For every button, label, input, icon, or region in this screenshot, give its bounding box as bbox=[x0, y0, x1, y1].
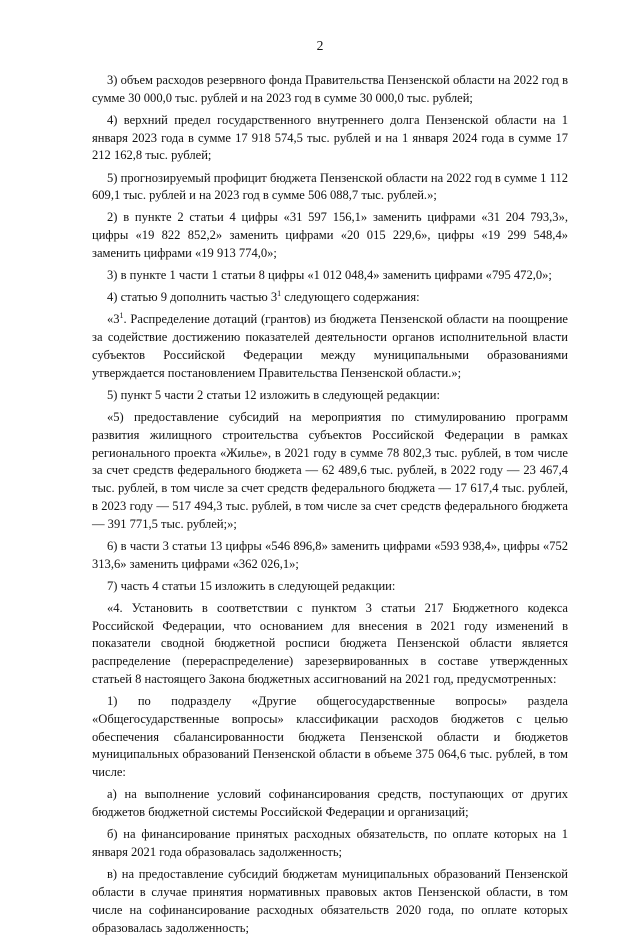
paragraph-amendment-article-12: 5) пункт 5 части 2 статьи 12 изложить в следующей редакции: bbox=[107, 387, 441, 402]
paragraph-article-9-part-3-1 bbox=[92, 311, 568, 382]
item4-text-before: 4) статью 9 дополнить частью 3 bbox=[107, 290, 278, 305]
paragraph-housing-subsidies: «5) предоставление субсидий на мероприятия по стимулированию программ развития жилищного строительства субъектов Российской Федерации в рамках регионального проекта «Жилье», в 2021 году в сумме 78 802,3 тыс. рублей, в том числе за счет средств федерального бюджета — 62 489,6 тыс. рублей, в 2022 году — 23 467,4 тыс. рублей, в том числе за счет средств федерального бюджета — 17 617,4 тыс. рублей, в 2023 году — 517 494,3 тыс. рублей, в том числе за счет средств федерального бюджета — 391 771,5 тыс. рублей;»; bbox=[92, 409, 568, 531]
paragraph-item-b: б) на финансирование принятых расходных обязательств, по оплате которых на 1 января 2021 года образовалась задолженность; bbox=[92, 827, 568, 860]
paragraph-debt-limit: 4) верхний предел государственного внутреннего долга Пензенской области на 1 января 2023 года в сумме 17 918 574,5 тыс. рублей и на 1 января 2024 года в сумме 17 212 162,8 тыс. рублей; bbox=[92, 112, 568, 163]
paragraph-item-a: а) на выполнение условий софинансирования средств, поступающих от других бюджетов бюджетной системы Российской Федерации и организаций; bbox=[92, 787, 568, 820]
paragraph-reserve-fund: 3) объем расходов резервного фонда Правительства Пензенской области на 2022 год в сумме 30 000,0 тыс. рублей и на 2023 год в сумме 30 000,0 тыс. рублей; bbox=[92, 73, 568, 105]
article-3-1-text-before: «3 bbox=[107, 312, 120, 327]
paragraph-amendment-article-15: 7) часть 4 статьи 15 изложить в следующей редакции: bbox=[107, 578, 396, 593]
paragraph-amendment-article-9 bbox=[92, 289, 568, 307]
item4-text-after: следующего содержания: bbox=[281, 290, 420, 305]
paragraph-amendment-article-4: 2) в пункте 2 статьи 4 цифры «31 597 156,1» заменить цифрами «31 204 793,3», цифры «19 822 852,2» заменить цифрами «20 015 229,6», цифры «19 299 548,4» заменить цифрами «19 913 774,0»; bbox=[92, 210, 568, 261]
paragraph-amendment-article-13: 6) в части 3 статьи 13 цифры «546 896,8» заменить цифрами «593 938,4», цифры «752 313,6» заменить цифрами «362 026,1»; bbox=[92, 538, 568, 571]
article-3-1-superscript: 1 bbox=[119, 311, 124, 321]
item4-superscript: 1 bbox=[277, 289, 282, 299]
paragraph-item-c: в) на предоставление субсидий бюджетам муниципальных образований Пензенской области в случае принятия нормативных правовых актов Пензенской области, в том числе на софинансирование расходных обязательств 2020 года, по оплате которых образовалась задолженность; bbox=[92, 867, 568, 935]
paragraph-surplus: 5) прогнозируемый профицит бюджета Пензенской области на 2022 год в сумме 1 112 609,1 тыс. рублей и на 2023 год в сумме 506 088,7 тыс. рублей.»; bbox=[92, 170, 568, 203]
paragraph-article-15-part-4: «4. Установить в соответствии с пунктом 3 статьи 217 Бюджетного кодекса Российской Федерации, что основанием для внесения в 2021 году изменений в показатели сводной бюджетной росписи бюджета Пензенской области является распределение (перераспределение) зарезервированных в составе утвержденных статьей 8 настоящего Закона бюджетных ассигнований на 2021 год, предусмотренных: bbox=[92, 600, 568, 686]
paragraph-amendment-article-8: 3) в пункте 1 части 1 статьи 8 цифры «1 012 048,4» заменить цифрами «795 472,0»; bbox=[107, 268, 552, 283]
paragraph-subsection-general-questions: 1) по подразделу «Другие общегосударственные вопросы» раздела «Общегосударственные вопросы» классификации расходов бюджетов с целью обеспечения сбалансированности бюджета Пензенской области и бюджетов муниципальных образований Пензенской области в объеме 375 064,6 тыс. рублей, в том числе: bbox=[92, 694, 568, 780]
document-body bbox=[92, 72, 568, 942]
page-number: 2 bbox=[316, 38, 324, 53]
article-3-1-text-after: . Распределение дотаций (грантов) из бюджета Пензенской области на поощрение за содействие достижению показателей деятельности органов исполнительной власти субъектов Российской Федерации между муниципальными образованиями утверждается постановлением Правительства Пензенской области.»; bbox=[92, 312, 568, 380]
